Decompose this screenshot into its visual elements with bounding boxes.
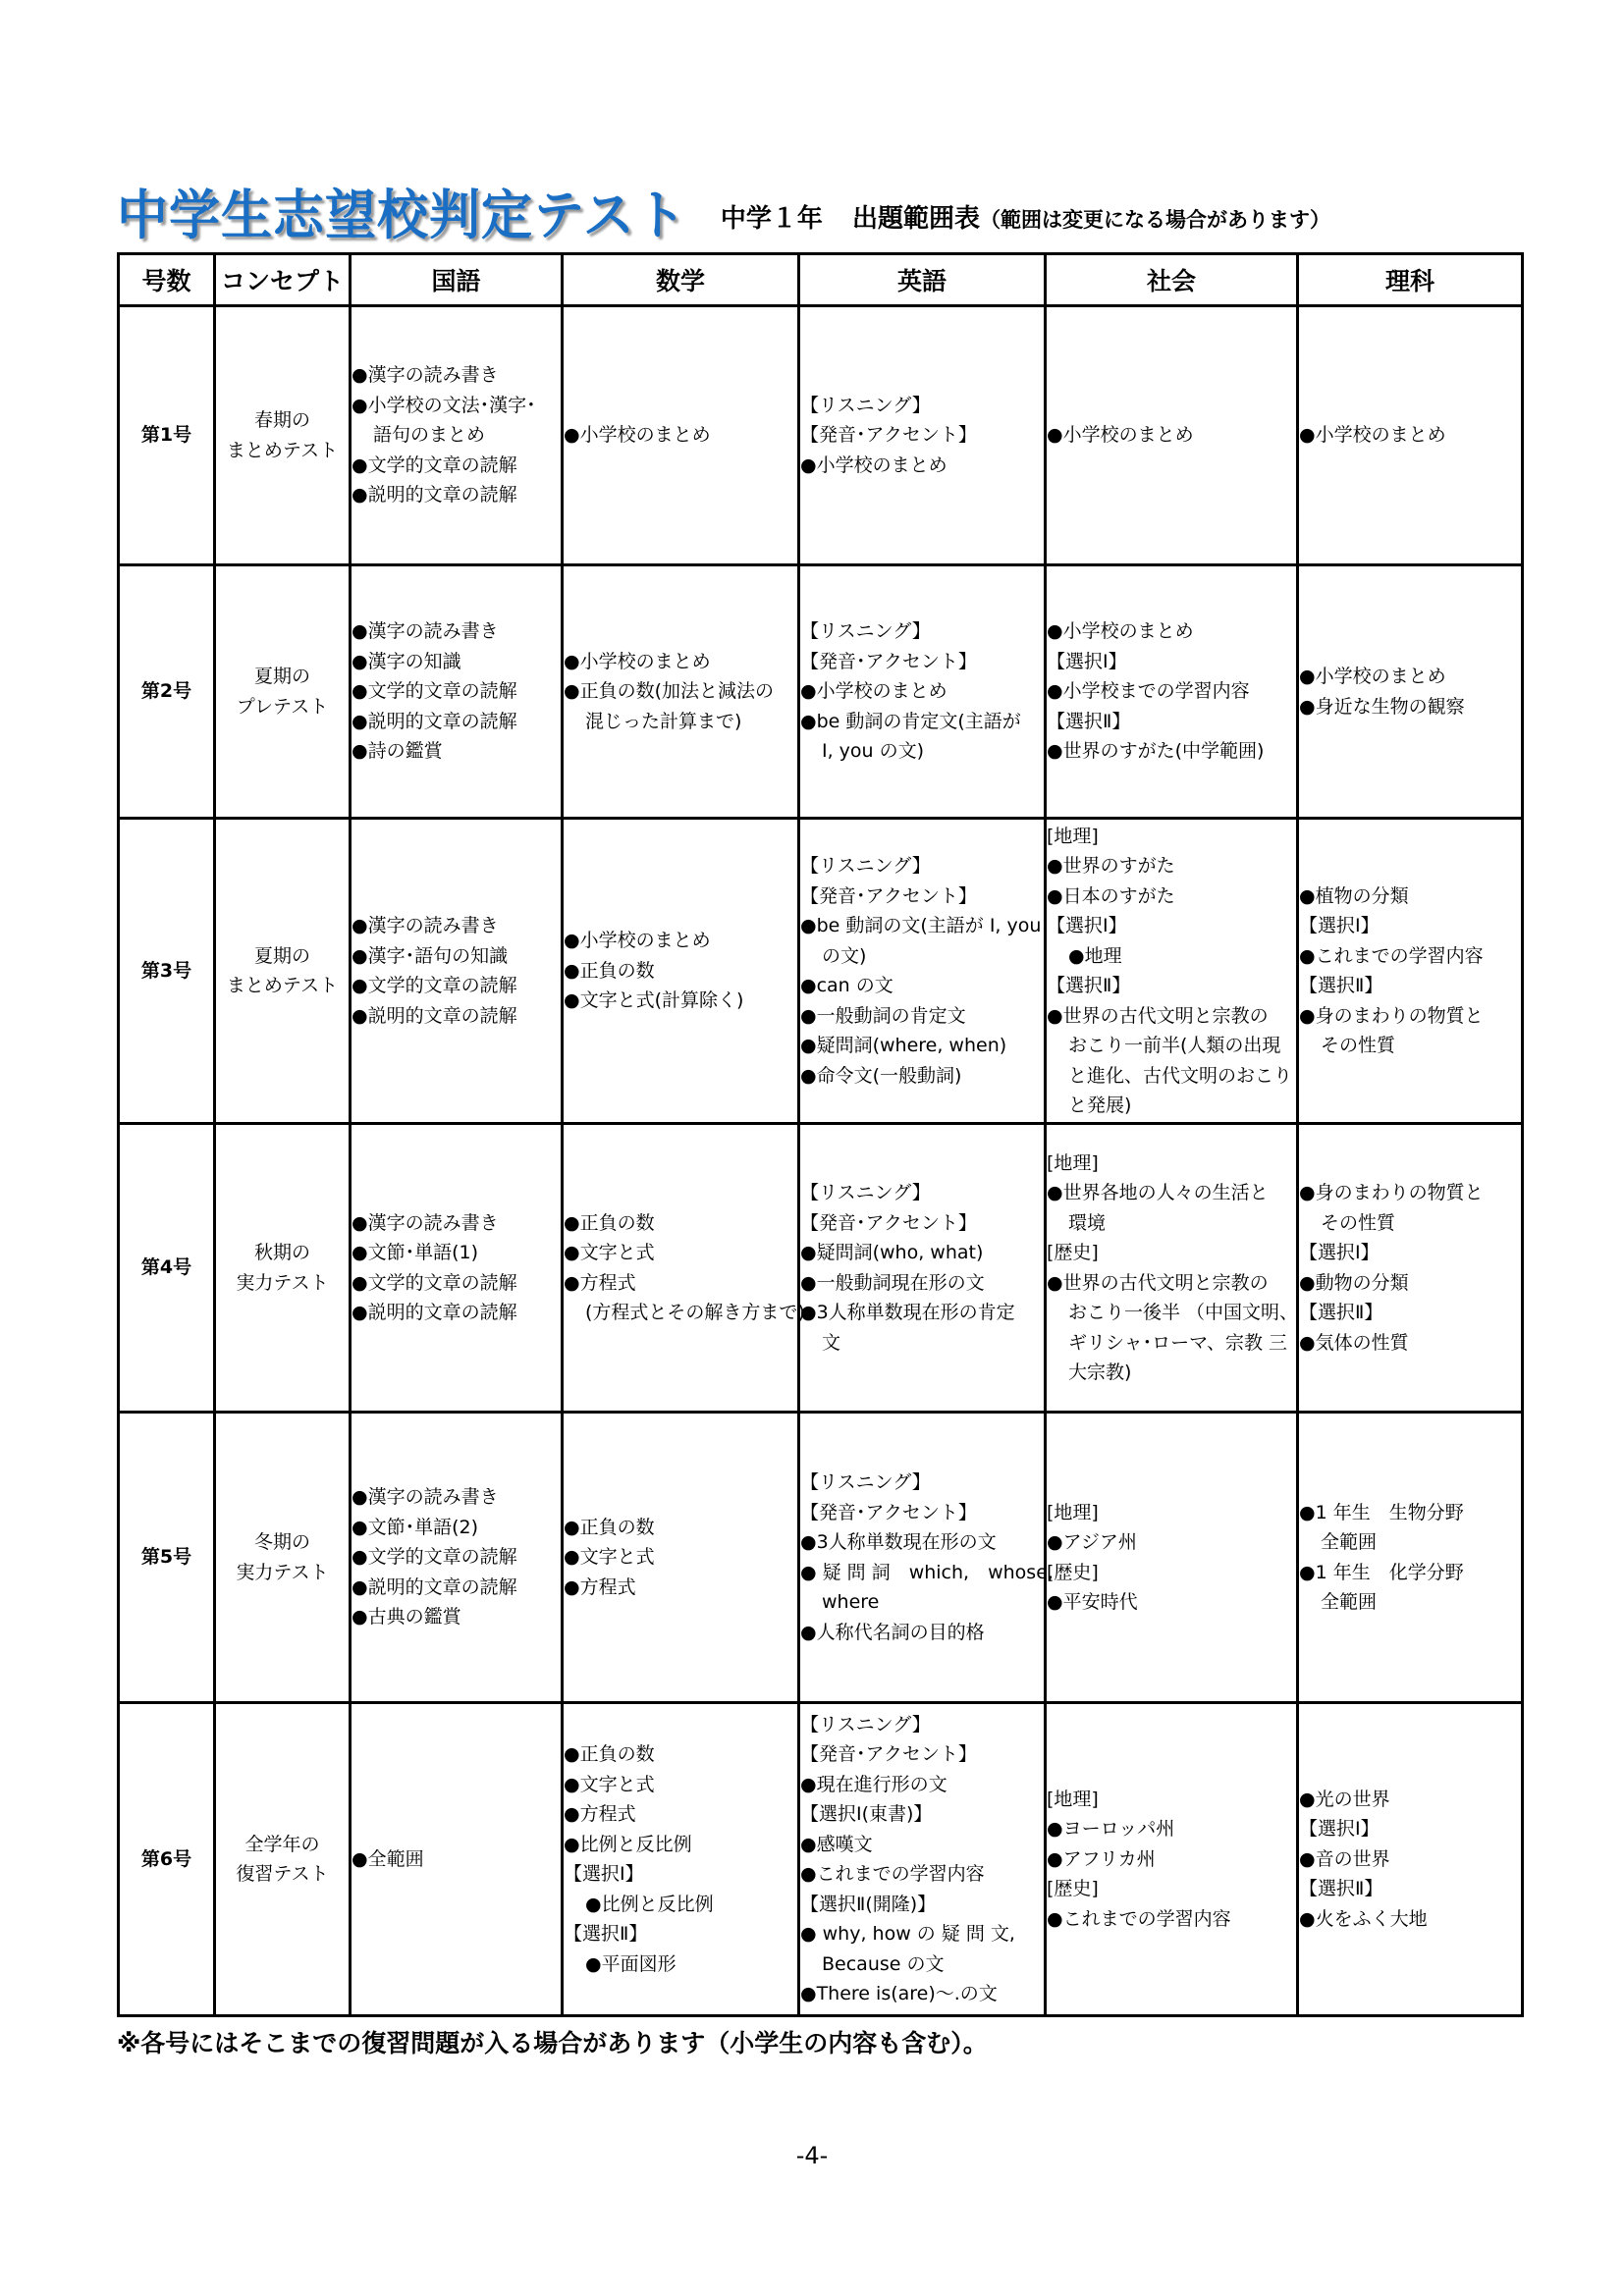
range-item: の文) (822, 944, 867, 967)
range-item: 【リスニング】 (800, 855, 931, 877)
range-item: ●漢字の読み書き (352, 1486, 499, 1509)
rika-cell (1298, 1703, 1523, 2016)
range-item: ●世界の古代文明と宗教の (1047, 1271, 1269, 1294)
range-item: ●正負の数 (564, 1211, 655, 1234)
range-item: ●小学校のまとめ (800, 680, 947, 703)
concept-line: 春期の (253, 409, 310, 431)
range-item: ●古典の鑑賞 (352, 1606, 461, 1629)
range-item: ●説明的文章の読解 (352, 1302, 517, 1323)
col-header-issue: 号数 (119, 254, 215, 306)
table-row (119, 1124, 1523, 1413)
range-item: ●説明的文章の読解 (352, 1004, 517, 1027)
range-item: ●気体の性質 (1299, 1331, 1409, 1354)
range-item: ●漢字の読み書き (352, 620, 499, 643)
concept-cell (215, 1703, 351, 2016)
kokugo-cell (351, 306, 563, 565)
col-header-sugaku: 数学 (563, 254, 799, 306)
range-item: ●方程式 (564, 1271, 636, 1294)
table-row (119, 1413, 1523, 1703)
rika-cell (1298, 1124, 1523, 1413)
range-item: ●小学校のまとめ (800, 454, 947, 476)
eigo-cell (799, 819, 1046, 1124)
range-item: ●文字と式 (564, 1242, 655, 1263)
kokugo-cell (351, 819, 563, 1124)
rika-cell (1298, 306, 1523, 565)
range-item: ●正負の数 (564, 1516, 655, 1538)
concept-line: 実力テスト (236, 1271, 329, 1294)
concept-line: 夏期の (253, 666, 310, 687)
eigo-cell (799, 565, 1046, 819)
range-item: ●身のまわりの物質と (1299, 1004, 1484, 1027)
issue-number: 第2号 (119, 565, 215, 819)
range-item: ●小学校のまとめ (1299, 666, 1446, 687)
range-item: [地理] (1047, 1151, 1099, 1174)
range-item: 【選択Ⅱ】 (1299, 1878, 1383, 1900)
range-item: ●説明的文章の読解 (352, 710, 517, 732)
range-item: 【選択Ⅱ(開隆)】 (800, 1893, 937, 1915)
range-item: 【選択Ⅱ】 (564, 1923, 648, 1945)
range-item: ●身近な生物の観察 (1299, 695, 1465, 718)
range-item: ●be 動詞の肯定文(主語が (800, 710, 1021, 732)
range-item: ●疑問詞(who, what) (800, 1242, 984, 1263)
range-item: ●アジア州 (1047, 1531, 1137, 1553)
table-name: 出題範囲表 (851, 204, 980, 234)
range-item: 【リスニング】 (800, 1471, 931, 1493)
range-item: ●1 年生 生物分野 (1299, 1501, 1464, 1523)
range-item: 全範囲 (1321, 1531, 1378, 1553)
range-item: ●植物の分類 (1299, 884, 1409, 907)
range-item: ●小学校の文法･漢字･ (352, 394, 536, 416)
range-item: ●これまでの学習内容 (1299, 944, 1484, 967)
concept-line: 全学年の (244, 1833, 320, 1855)
range-item: ●感嘆文 (800, 1833, 873, 1855)
range-item: ● 疑 問 詞 which, whose, (800, 1561, 1054, 1583)
range-item: 語句のまとめ (373, 424, 486, 447)
range-item: 【発音･アクセント】 (800, 884, 977, 907)
range-item: ●火をふく大地 (1299, 1907, 1428, 1930)
eigo-cell (799, 1124, 1046, 1413)
range-item: [地理] (1047, 1501, 1099, 1523)
range-item: ●現在進行形の文 (800, 1773, 947, 1795)
rika-cell (1298, 1413, 1523, 1703)
concept-line: まとめテスト (226, 975, 339, 996)
range-item: ●身のまわりの物質と (1299, 1182, 1484, 1203)
range-item: 【選択Ⅱ】 (1299, 975, 1383, 996)
range-item: ●小学校のまとめ (564, 650, 711, 672)
range-item: 【選択Ⅰ】 (564, 1863, 644, 1885)
range-item: [歴史] (1047, 1561, 1099, 1583)
range-item: ●疑問詞(where, when) (800, 1035, 1007, 1056)
range-item: ●平安時代 (1047, 1591, 1138, 1613)
range-item: おこり一後半 （中国文明、 (1068, 1302, 1299, 1323)
range-item: その性質 (1321, 1211, 1396, 1234)
issue-number: 第1号 (119, 306, 215, 565)
range-item: ●これまでの学習内容 (800, 1863, 985, 1885)
range-item: ●方程式 (564, 1803, 636, 1825)
sugaku-cell (563, 819, 799, 1124)
range-item: I, you の文) (822, 740, 925, 763)
concept-line: 秋期の (253, 1242, 310, 1263)
range-item: ●漢字の知識 (352, 650, 461, 672)
range-item: ●光の世界 (1299, 1788, 1390, 1810)
table-row (119, 1703, 1523, 2016)
range-item: 【発音･アクセント】 (800, 650, 977, 672)
range-item: ●一般動詞現在形の文 (800, 1271, 985, 1294)
range-item: ●世界の古代文明と宗教の (1047, 1004, 1269, 1027)
concept-line: 冬期の (253, 1531, 310, 1553)
range-item: 【選択Ⅱ】 (1299, 1302, 1383, 1323)
kokugo-cell (351, 1124, 563, 1413)
shakai-cell (1046, 1703, 1298, 2016)
sugaku-cell (563, 1703, 799, 2016)
range-item: 【リスニング】 (800, 1713, 931, 1735)
range-item: (方程式とその解き方まで) (585, 1302, 805, 1323)
page-number: -4- (795, 2142, 829, 2169)
range-item: ●平面図形 (585, 1952, 677, 1975)
range-item: ●文字と式(計算除く) (564, 989, 744, 1012)
col-header-eigo: 英語 (799, 254, 1046, 306)
range-item: ●文字と式 (564, 1546, 655, 1569)
concept-line: 実力テスト (236, 1561, 329, 1583)
range-item: 【リスニング】 (800, 620, 931, 643)
range-item: ●比例と反比例 (585, 1893, 714, 1915)
range-item: ●文学的文章の読解 (352, 1271, 517, 1294)
range-item: ●文字と式 (564, 1773, 655, 1795)
range-item: ●文学的文章の読解 (352, 680, 517, 703)
range-item: where (822, 1591, 880, 1613)
range-item: 【選択Ⅰ(東書)】 (800, 1803, 933, 1825)
concept-cell (215, 306, 351, 565)
issue-number: 第4号 (119, 1124, 215, 1413)
table-row (119, 819, 1523, 1124)
range-item: ● why, how の 疑 問 文, (800, 1923, 1015, 1945)
range-item: 【選択Ⅰ】 (1299, 1818, 1380, 1841)
range-item: ●これまでの学習内容 (1047, 1907, 1231, 1930)
concept-cell (215, 819, 351, 1124)
range-item: ●動物の分類 (1299, 1271, 1409, 1294)
col-header-kokugo: 国語 (351, 254, 563, 306)
range-item: 混じった計算まで) (585, 710, 742, 732)
concept-cell (215, 1413, 351, 1703)
range-item: ●日本のすがた (1047, 884, 1175, 907)
shakai-cell (1046, 306, 1298, 565)
range-item: ●一般動詞の肯定文 (800, 1004, 966, 1027)
sugaku-cell (563, 1413, 799, 1703)
range-item: 【選択Ⅰ】 (1047, 650, 1127, 672)
kokugo-cell (351, 1413, 563, 1703)
issue-number: 第6号 (119, 1703, 215, 2016)
range-item: ●文節･単語(2) (352, 1516, 478, 1538)
range-item: と発展) (1068, 1095, 1132, 1116)
shakai-cell (1046, 565, 1298, 819)
range-item: ●詩の鑑賞 (352, 740, 443, 763)
issue-number: 第5号 (119, 1413, 215, 1703)
concept-cell (215, 1124, 351, 1413)
range-item: 大宗教) (1068, 1362, 1132, 1383)
range-item: ●小学校のまとめ (564, 424, 711, 447)
range-item: ●ヨーロッパ州 (1047, 1818, 1175, 1841)
range-item: ●3人称単数現在形の文 (800, 1531, 997, 1553)
range-item: ●比例と反比例 (564, 1833, 692, 1855)
rika-cell (1298, 565, 1523, 819)
table-body (119, 306, 1523, 2016)
kokugo-cell (351, 1703, 563, 2016)
range-item: ●漢字の読み書き (352, 364, 499, 387)
range-item: 【選択Ⅰ】 (1047, 915, 1127, 936)
range-item: [地理] (1047, 825, 1099, 847)
range-item: ●世界のすがた (1047, 855, 1175, 877)
eigo-cell (799, 1703, 1046, 2016)
range-item: ●can の文 (800, 975, 893, 996)
range-item: 【発音･アクセント】 (800, 1211, 977, 1234)
range-item: ●地理 (1068, 944, 1122, 967)
sugaku-cell (563, 1124, 805, 1413)
range-item: ●説明的文章の読解 (352, 484, 517, 507)
range-item: ●正負の数(加法と減法の (564, 680, 774, 703)
range-item: ●世界のすがた(中学範囲) (1047, 740, 1265, 763)
kokugo-cell (351, 565, 563, 819)
range-item: ●人称代名詞の目的格 (800, 1621, 985, 1643)
range-note: （範囲は変更になる場合があります） (979, 208, 1330, 232)
table-row (119, 306, 1523, 565)
sugaku-cell (563, 565, 799, 819)
shakai-cell (1046, 1124, 1298, 1413)
rika-cell (1298, 819, 1523, 1124)
range-item: ●文学的文章の読解 (352, 454, 517, 476)
range-item: ●be 動詞の文(主語が I, you (800, 915, 1042, 936)
range-item: [歴史] (1047, 1242, 1099, 1263)
col-header-shakai: 社会 (1046, 254, 1298, 306)
range-item: 【発音･アクセント】 (800, 1743, 977, 1765)
range-item: ●文節･単語(1) (352, 1242, 478, 1263)
range-item: 【リスニング】 (800, 1182, 931, 1203)
title-row (117, 169, 1330, 247)
range-item: 【リスニング】 (800, 394, 931, 416)
concept-cell (215, 565, 351, 819)
range-item: 【選択Ⅰ】 (1299, 1242, 1380, 1263)
eigo-cell (799, 1413, 1054, 1703)
range-item: ●There is(are)～.の文 (800, 1983, 998, 2004)
eigo-cell (799, 306, 1046, 565)
range-item: 【発音･アクセント】 (800, 424, 977, 447)
range-item: 【選択Ⅰ】 (1299, 915, 1380, 936)
range-item: ●アフリカ州 (1047, 1847, 1156, 1870)
sub-title (721, 197, 1330, 241)
range-item: Because の文 (822, 1952, 945, 1975)
range-item: おこり一前半(人類の出現 (1068, 1035, 1281, 1056)
range-item: 【選択Ⅱ】 (1047, 710, 1131, 732)
range-item: ●全範囲 (352, 1847, 424, 1870)
range-item: ●漢字の読み書き (352, 915, 499, 936)
footnote: ※各号にはそこまでの復習問題が入る場合があります（小学生の内容も含む）。 (117, 2029, 988, 2057)
range-item: ●1 年生 化学分野 (1299, 1561, 1464, 1583)
concept-line: 夏期の (253, 944, 310, 967)
range-item: ●正負の数 (564, 1743, 655, 1765)
range-item: その性質 (1321, 1035, 1396, 1056)
col-header-rika: 理科 (1298, 254, 1523, 306)
range-item: 環境 (1068, 1211, 1107, 1234)
table-header-row (119, 254, 1523, 306)
range-item: ●方程式 (564, 1575, 636, 1598)
range-item: ●小学校のまとめ (1047, 424, 1194, 447)
range-item: [地理] (1047, 1788, 1099, 1810)
range-item: ●小学校までの学習内容 (1047, 680, 1250, 703)
range-item: ●文学的文章の読解 (352, 975, 517, 996)
range-item: ●説明的文章の読解 (352, 1575, 517, 1598)
range-item: 【発音･アクセント】 (800, 1501, 977, 1523)
range-item: ●世界各地の人々の生活と (1047, 1182, 1269, 1203)
range-item: ●正負の数 (564, 959, 655, 982)
range-item: ●小学校のまとめ (1299, 424, 1446, 447)
range-item: ●漢字の読み書き (352, 1211, 499, 1234)
range-item: [歴史] (1047, 1878, 1099, 1900)
issue-number: 第3号 (119, 819, 215, 1124)
range-item: と進化、古代文明のおこり (1068, 1064, 1293, 1087)
exam-range-table (117, 252, 1524, 2017)
grade-label: 中学１年 (720, 204, 823, 234)
concept-line: プレテスト (236, 695, 329, 718)
col-header-concept: コンセプト (215, 254, 351, 306)
range-item: ギリシャ･ローマ、宗教 三 (1068, 1331, 1288, 1354)
range-item: ●漢字･語句の知識 (352, 944, 509, 967)
shakai-cell (1046, 819, 1298, 1124)
concept-line: まとめテスト (226, 439, 339, 461)
main-title: 中学生志望校判定テスト (117, 185, 687, 247)
concept-line: 復習テスト (236, 1863, 329, 1885)
range-item: ●小学校のまとめ (564, 930, 711, 952)
shakai-cell (1046, 1413, 1298, 1703)
table-row (119, 565, 1523, 819)
range-item: 【選択Ⅱ】 (1047, 975, 1131, 996)
range-item: ●小学校のまとめ (1047, 620, 1194, 643)
range-item: ●3人称単数現在形の肯定 (800, 1302, 1015, 1323)
sugaku-cell (563, 306, 799, 565)
range-item: ●文学的文章の読解 (352, 1546, 517, 1569)
range-item: 全範囲 (1321, 1591, 1378, 1613)
range-item: ●命令文(一般動詞) (800, 1064, 962, 1087)
range-item: 文 (822, 1331, 841, 1354)
range-item: ●音の世界 (1299, 1847, 1390, 1870)
